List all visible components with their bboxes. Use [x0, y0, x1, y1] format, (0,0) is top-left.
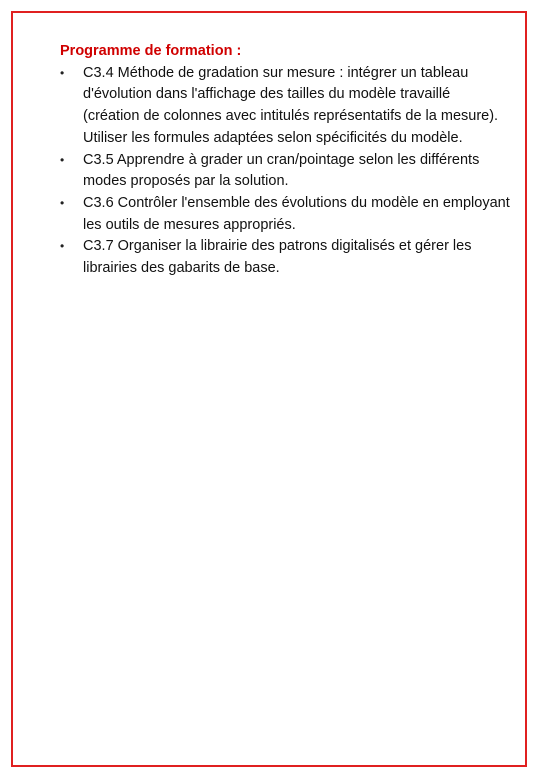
bullet-icon: •: [60, 239, 65, 254]
list-item-text: C3.6 Contrôler l'ensemble des évolutions du modèle en employant les outils de mesures appropriés.: [83, 194, 510, 233]
section-heading: Programme de formation :: [60, 43, 242, 59]
document-content: [60, 41, 510, 280]
list-item-text: C3.7 Organiser la librairie des patrons digitalisés et gérer les librairies des gabarits de base.: [83, 238, 472, 277]
bullet-icon: •: [60, 152, 65, 167]
bullet-icon: •: [60, 195, 65, 210]
list-item-text: C3.5 Apprendre à grader un cran/pointage selon les différents modes proposés par la solution.: [83, 151, 480, 190]
list-item: [60, 150, 510, 193]
list-item: [60, 236, 510, 279]
list-item-text: C3.4 Méthode de gradation sur mesure : intégrer un tableau d'évolution dans l'affichage des tailles du modèle travaillé (création de colonnes avec intitulés représentatifs de la mesure). Utiliser les formules adaptées selon spécificités du modèle.: [83, 64, 499, 146]
list-item: [60, 193, 510, 236]
list-item: [60, 63, 510, 150]
bullet-icon: •: [60, 65, 65, 80]
program-list: [60, 63, 510, 280]
